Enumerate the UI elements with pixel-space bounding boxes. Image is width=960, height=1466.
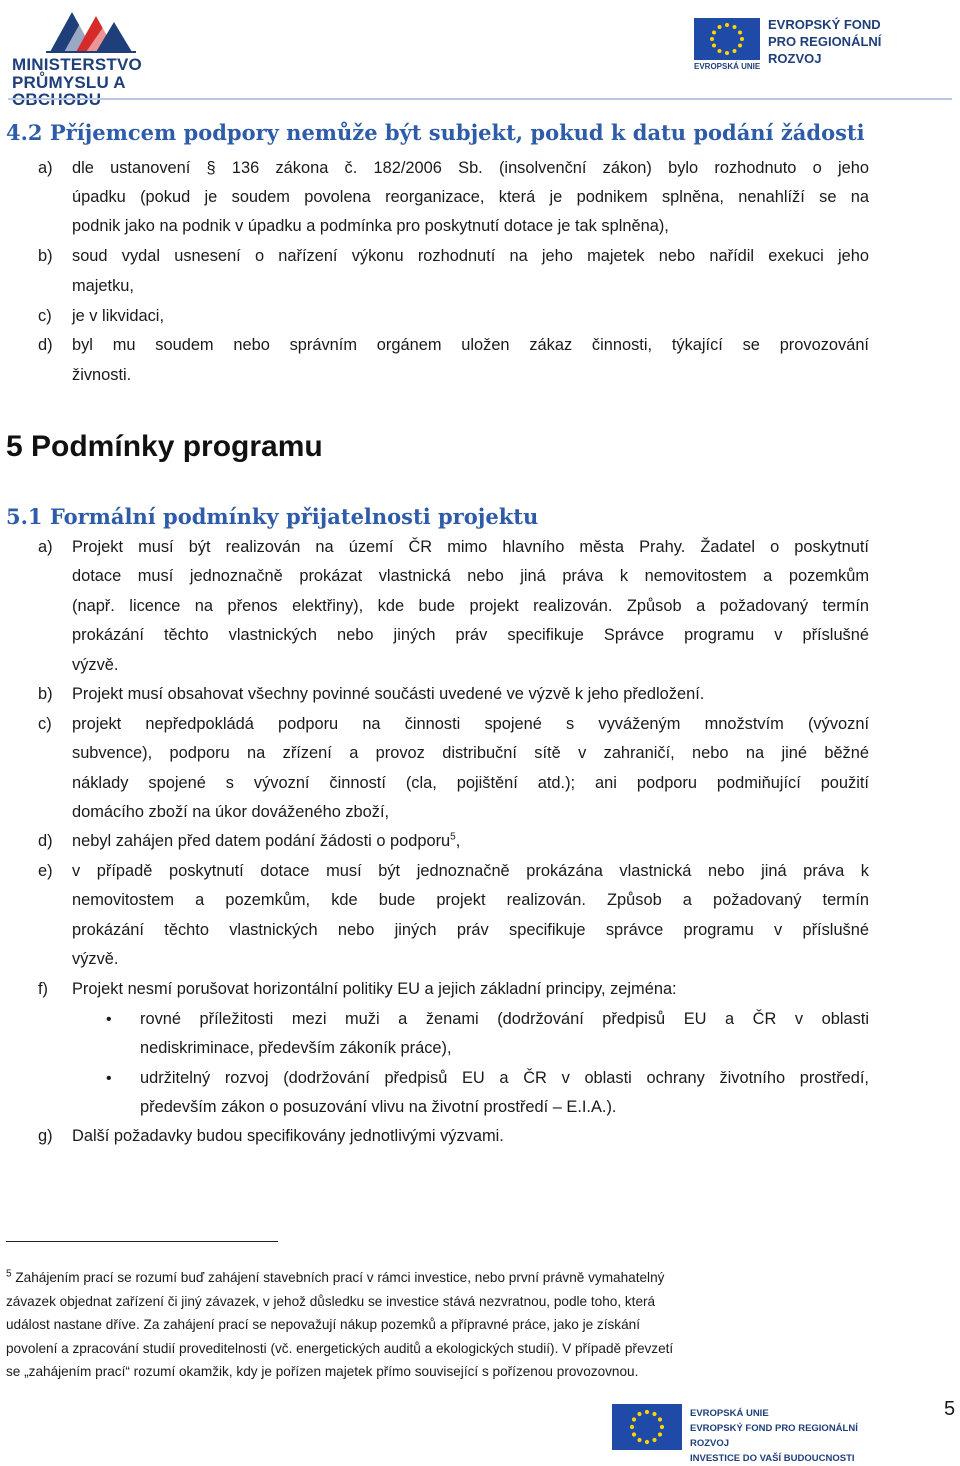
eu-footer-line2: EVROPSKÝ FOND PRO REGIONÁLNÍ ROZVOJ [690, 1423, 858, 1449]
item-5-1-a-line: (např. licence na přenos elektřiny), kde bude projekt realizován. Způsob a požadovaný termín [72, 597, 869, 615]
page-number: 5 [944, 1398, 956, 1420]
item-4-2-d-line: živnosti. [72, 366, 132, 384]
item-5-1-e-line: v případě poskytnutí dotace musí být jednoznačně prokázána vlastnická nebo jiná práva k [72, 862, 869, 880]
eu-flag-icon [694, 18, 760, 60]
item-4-2-b-label: b) [38, 247, 53, 265]
item-5-1-a-label: a) [38, 538, 53, 556]
item-5-1-a-line: výzvě. [72, 656, 119, 674]
eu-logo-text [768, 16, 881, 67]
item-5-1-a-line: Projekt musí být realizován na území ČR mimo hlavního města Prahy. Žadatel o poskytnutí [72, 538, 869, 556]
mpo-emblem-icon [20, 2, 150, 54]
bullet-2-line: udržitelný rozvoj (dodržování předpisů EU a ČR v oblasti ochrany životního prostředí, [140, 1069, 869, 1087]
item-5-1-g-line: Další požadavky budou specifikovány jednotlivými výzvami. [72, 1127, 504, 1145]
item-5-1-e-label: e) [38, 862, 53, 880]
item-4-2-a-line: úpadku (pokud je soudem povolena reorganizace, která je podnikem splněna, nenahlíží se na [72, 188, 869, 206]
footnote-line [6, 1266, 664, 1290]
item-5-1-g-label: g) [38, 1127, 53, 1145]
eu-erdf-logo [692, 14, 952, 74]
eu-flag-icon [612, 1404, 682, 1450]
eu-logo-line2: PRO REGIONÁLNÍ [768, 34, 882, 49]
footnote-ref[interactable]: 5 [450, 831, 456, 843]
eu-logo-line1: EVROPSKÝ FOND [768, 17, 881, 32]
item-5-1-d-after-ref: , [455, 832, 461, 850]
item-5-1-d-text: nebyl zahájen před datem podání žádosti o podporu [72, 832, 451, 850]
item-5-1-c-line: domácího zboží na úkor dováženého zboží, [72, 803, 390, 821]
item-5-1-c-line: projekt nepředpokládá podporu na činnosti spojené s vyváženým množstvím (vývozní [72, 715, 869, 733]
item-4-2-d-label: d) [38, 336, 53, 354]
item-5-1-b-label: b) [38, 685, 53, 703]
footnote-line: událost nastane dříve. Za zahájení prací se nepovažují nákup pozemků a přípravné práce, jako je získání [6, 1317, 640, 1332]
item-5-1-c-line: subvence), podporu na zřízení a provoz distribuční sítě v zahraničí, nebo na jiné běžné [72, 744, 869, 762]
item-4-2-a-label: a) [38, 159, 53, 177]
item-4-2-a-line: dle ustanovení § 136 zákona č. 182/2006 Sb. (insolvenční zákon) bylo rozhodnuto o jeho [72, 159, 869, 177]
item-4-2-b-line: soud vydal usnesení o nařízení výkonu rozhodnutí na jeho majetek nebo nařídil exekuci jeho [72, 247, 869, 265]
item-5-1-f-label: f) [38, 980, 49, 998]
bullet-dot-icon: • [106, 1070, 112, 1087]
item-5-1-e-line: nemovitostem a pozemkům, kde bude projekt realizován. Způsob a požadovaný termín [72, 891, 869, 909]
eu-footer-logo [610, 1402, 882, 1464]
item-4-2-c-label: c) [38, 307, 52, 325]
mpo-logo [8, 2, 208, 94]
footnote-divider [6, 1241, 278, 1242]
mpo-logo-line2: PRŮMYSLU A [12, 73, 126, 92]
bullet-dot-icon: • [106, 1011, 112, 1028]
item-5-1-e-line: výzvě. [72, 950, 119, 968]
item-5-1-a-line: prokázání těchto vlastnických nebo jiných práv specifikuje Správce programu v příslušné [72, 626, 869, 644]
item-4-2-a-line: podnik jako na podnik v úpadku a podmínka pro poskytnutí dotace je tak splněna), [72, 217, 669, 235]
eu-footer-line3: INVESTICE DO VAŠÍ BUDOUCNOSTI [690, 1453, 855, 1464]
item-5-1-d-label: d) [38, 832, 53, 850]
eu-footer-text [690, 1406, 882, 1466]
header-divider [8, 98, 952, 100]
item-5-1-c-label: c) [38, 715, 52, 733]
eu-logo-caption: EVROPSKÁ UNIE [694, 62, 761, 71]
footnote-line: povolení a zpracování studií proveditelnosti (vč. energetických auditů a ekologických studií). V případě převzetí [6, 1341, 674, 1356]
chapter-5-heading: 5 Podmínky programu [6, 430, 323, 463]
item-5-1-c-line: náklady spojené s vývozní činností (cla, pojištění atd.); ani podporu podmiňující použití [72, 774, 869, 792]
mpo-logo-line1: MINISTERSTVO [12, 55, 142, 74]
section-5-1-heading: 5.1 Formální podmínky přijatelnosti projektu [6, 504, 539, 529]
item-5-1-f-line: Projekt nesmí porušovat horizontální politiky EU a jejich základní principy, zejména: [72, 980, 677, 998]
item-5-1-d-line [72, 827, 460, 856]
eu-footer-line1: EVROPSKÁ UNIE [690, 1408, 769, 1419]
item-5-1-b-line: Projekt musí obsahovat všechny povinné součásti uvedené ve výzvě k jeho předložení. [72, 685, 705, 703]
footnote-text: Zahájením prací se rozumí buď zahájení stavebních prací v rámci investice, nebo první právně vymahatelný [15, 1270, 665, 1285]
item-5-1-a-line: dotace musí jednoznačně prokázat vlastnická nebo jiná práva k nemovitostem a pozemkům [72, 567, 869, 585]
bullet-1-line: rovné příležitosti mezi muži a ženami (dodržování předpisů EU a ČR v oblasti [140, 1010, 869, 1028]
item-5-1-e-line: prokázání těchto vlastnických nebo jiných práv specifikuje správce programu v příslušné [72, 921, 869, 939]
item-4-2-c-line: je v likvidaci, [72, 307, 164, 325]
bullet-1-line: nediskriminace, především zákoník práce), [140, 1039, 452, 1057]
eu-logo-line3: ROZVOJ [768, 51, 822, 66]
section-4-2-heading: 4.2 Příjemcem podpory nemůže být subjekt, pokud k datu podání žádosti [6, 120, 865, 145]
footnote-line: se „zahájením prací“ rozumí okamžik, kdy je pořízen majetek přímo související s pořízenou provozovnou. [6, 1364, 639, 1379]
footnote-line: závazek objednat zařízení či jiný závazek, v jehož důsledku se investice stává nezvratnou, podle toho, která [6, 1294, 656, 1309]
item-4-2-b-line: majetku, [72, 277, 134, 295]
item-4-2-d-line: byl mu soudem nebo správním orgánem uložen zákaz činnosti, týkající se provozování [72, 336, 869, 354]
footnote-number: 5 [6, 1268, 12, 1280]
bullet-2-line: především zákon o posuzování vlivu na životní prostředí – E.I.A.). [140, 1098, 617, 1116]
